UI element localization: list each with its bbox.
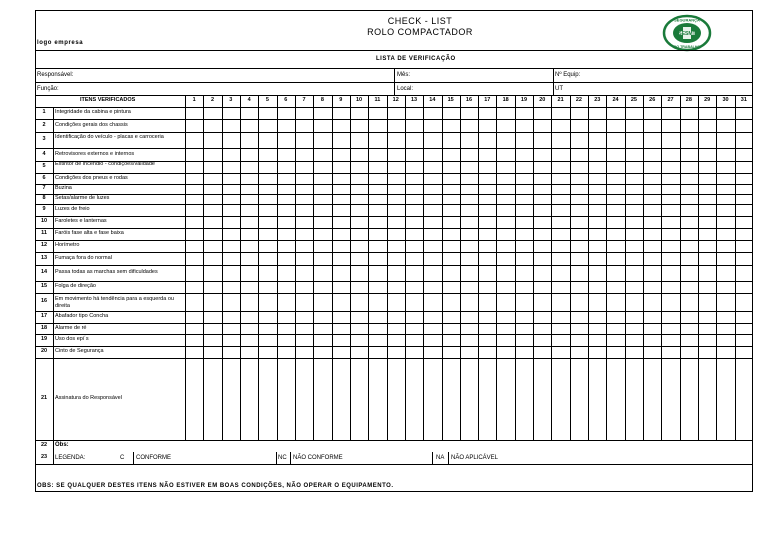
day-column-line [515, 95, 516, 440]
legend-nc-text: NÃO CONFORME [293, 455, 343, 461]
day-header: 9 [339, 97, 343, 103]
row-line [35, 204, 753, 205]
day-header: 23 [594, 97, 601, 103]
item-number-divider [53, 440, 54, 464]
header-divider [35, 50, 753, 51]
field-mes[interactable]: Mês: [397, 72, 411, 78]
day-column-line [698, 95, 699, 440]
checklist-item-label: Folga de direção [55, 283, 96, 289]
day-column-line [496, 95, 497, 440]
row-line [35, 184, 753, 185]
legend-c-code: C [120, 455, 125, 461]
checklist-item-label: Setas/alarme de luzes [55, 195, 110, 201]
day-column-line [716, 95, 717, 440]
row-line [35, 119, 753, 120]
day-header: 29 [704, 97, 711, 103]
document-subtitle: ROLO COMPACTADOR [367, 27, 473, 37]
row-line [35, 440, 753, 441]
checklist-item-label: Fumaça fora do normal [55, 254, 112, 261]
legend-line [290, 452, 291, 464]
day-header: 14 [429, 97, 436, 103]
day-header: 16 [465, 97, 473, 103]
row-line [35, 228, 753, 229]
row-line [35, 252, 753, 253]
row-line [35, 194, 753, 195]
legend-c-text: CONFORME [136, 455, 171, 461]
checklist-item-label: Faróis fase alta e fase baixa [55, 230, 124, 236]
day-header: 26 [649, 97, 656, 103]
item-number: 2 [42, 121, 46, 128]
legend-line [432, 452, 433, 464]
company-logo-placeholder: logo empresa [37, 40, 84, 46]
svg-text:DO TRABALHO: DO TRABALHO [673, 45, 701, 49]
day-column-line [240, 95, 241, 440]
day-column-line [368, 95, 369, 440]
day-header: 5 [265, 97, 269, 103]
day-header: 20 [539, 97, 546, 103]
day-header: 22 [575, 97, 582, 103]
checklist-item-label: Condições gerais dos chassis [55, 121, 128, 128]
row-line [35, 240, 753, 241]
checklist-item-label: Integridade da cabina e pintura [55, 109, 131, 115]
day-header: 12 [392, 97, 399, 103]
day-header: 24 [612, 97, 619, 103]
item-number: 19 [40, 336, 48, 342]
day-column-line [387, 95, 388, 440]
item-number: 7 [42, 185, 46, 191]
day-column-line [570, 95, 571, 440]
divider [553, 68, 554, 95]
day-column-line [203, 95, 204, 440]
row-line [35, 132, 753, 133]
day-header: 7 [302, 97, 306, 103]
checklist-item-label: Faroletes e lanternas [55, 218, 107, 224]
day-column-line [295, 95, 296, 440]
item-number: 21 [40, 395, 48, 401]
header-row-line [35, 107, 753, 108]
legend-row-line [35, 464, 753, 465]
checklist-item-label: Extintor de incêndio - condições/validade [55, 161, 155, 167]
divider [394, 68, 395, 95]
items-header: ITENS VERIFICADOS [80, 97, 136, 103]
document-title: CHECK - LIST [387, 16, 453, 26]
item-number: 11 [41, 230, 47, 236]
checklist-item-label: Alarme de ré [55, 324, 87, 331]
day-column-line [735, 95, 736, 440]
day-column-line [313, 95, 314, 440]
day-header: 25 [630, 97, 637, 103]
day-header: 6 [284, 97, 288, 103]
legend-row-number: 23 [40, 454, 48, 460]
legend-na-text: NÃO APLICÁVEL [451, 455, 499, 461]
row-line [35, 293, 753, 294]
row-line [35, 334, 753, 335]
item-number: 10 [40, 218, 48, 224]
field-local[interactable]: Local: [397, 86, 414, 92]
obs-row-number: 22 [40, 442, 48, 448]
day-header: 13 [410, 97, 418, 103]
row-line [35, 346, 753, 347]
section-title: LISTA DE VERIFICAÇÃO [376, 56, 456, 62]
item-number: 14 [40, 269, 48, 275]
row-line [35, 281, 753, 282]
row-line [35, 358, 753, 359]
item-number: 3 [42, 136, 46, 142]
day-header: 15 [447, 97, 454, 103]
item-number: 1 [42, 109, 46, 115]
day-header: 19 [520, 97, 528, 103]
item-number: 12 [40, 242, 48, 248]
item-number: 6 [42, 174, 46, 181]
day-header: 4 [247, 97, 251, 103]
day-header: 10 [355, 97, 363, 103]
item-number: 17 [40, 313, 48, 319]
field-funcao[interactable]: Função: [37, 86, 59, 92]
day-header: 1 [192, 97, 196, 103]
row-line [35, 323, 753, 324]
legend-label: LEGENDA: [55, 455, 86, 461]
day-header: 27 [667, 97, 674, 103]
item-number: 4 [42, 150, 46, 157]
checklist-item-label: Buzina [55, 185, 72, 191]
day-header: 28 [685, 97, 692, 103]
item-number: 15 [40, 283, 48, 289]
day-header: 30 [722, 97, 729, 103]
legend-line [133, 452, 134, 464]
checklist-item-label: Assinatura do Responsável [55, 395, 122, 401]
legend-nc-code: NC [278, 455, 287, 461]
day-column-line [588, 95, 589, 440]
day-header: 3 [229, 97, 233, 103]
checklist-item-label: Em movimento há tendência para a esquerda ou direita [55, 296, 174, 309]
day-column-line [277, 95, 278, 440]
checklist-item-label: Horímetro [55, 242, 80, 248]
day-header: 18 [502, 97, 509, 103]
checklist-item-label: Uso dos epi´s [55, 336, 89, 342]
legend-line [448, 452, 449, 464]
item-number: 13 [40, 254, 48, 261]
field-ut[interactable]: UT [555, 86, 563, 92]
day-header: 2 [210, 97, 214, 103]
safety-note: OBS: SE QUALQUER DESTES ITENS NÃO ESTIVER EM BOAS CONDIÇÕES, NÃO OPERAR O EQUIPAMENTO. [37, 483, 394, 489]
day-column-line [478, 95, 479, 440]
checklist-item-label: Cinto de Segurança [55, 348, 104, 354]
day-header: 21 [557, 97, 564, 103]
day-column-line [258, 95, 259, 440]
day-column-line [533, 95, 534, 440]
row-line [35, 148, 753, 149]
day-column-line [222, 95, 223, 440]
row-line [35, 173, 753, 174]
item-number: 9 [42, 206, 46, 212]
day-header: 8 [320, 97, 324, 103]
item-number: 5 [42, 163, 46, 169]
day-column-line [551, 95, 552, 440]
item-number-divider [53, 107, 54, 464]
item-number: 18 [40, 324, 48, 331]
row-line [35, 311, 753, 312]
day-column-line [625, 95, 626, 440]
safety-seal-logo [662, 14, 712, 52]
day-column-line [643, 95, 644, 440]
svg-text:SESMT: SESMT [678, 31, 696, 37]
checklist-item-label: Luzes de freio [55, 206, 90, 212]
day-header: 17 [484, 97, 491, 103]
obs-label: Obs: [55, 442, 69, 448]
day-column-line [606, 95, 607, 440]
day-header: 31 [740, 97, 747, 103]
divider [35, 95, 753, 96]
row-line [35, 216, 753, 217]
checklist-item-label: Passa todas as marchas sem dificuldades [55, 269, 158, 275]
item-number: 20 [40, 348, 48, 354]
day-column-line [423, 95, 424, 440]
day-header: 11 [374, 97, 381, 103]
field-equip[interactable]: Nº Equip: [555, 72, 581, 78]
day-column-line [680, 95, 681, 440]
checklist-item-label: Identificação do veículo - placas e carroceria [55, 134, 164, 140]
checklist-item-label: Condições dos pneus e rodas [55, 174, 128, 181]
day-column-line [405, 95, 406, 440]
day-column-line [332, 95, 333, 440]
field-responsavel[interactable]: Responsável: [37, 72, 74, 78]
day-column-line [661, 95, 662, 440]
day-column-line [442, 95, 443, 440]
items-column-divider [185, 95, 186, 440]
svg-text:SEGURANÇA: SEGURANÇA [674, 17, 700, 23]
row-line [35, 265, 753, 266]
checklist-item-label: Abafador tipo Concha [55, 313, 109, 319]
checklist-item-label: Retrovisores externos e internos [55, 150, 135, 157]
item-number: 8 [42, 195, 46, 201]
legend-line [276, 452, 277, 464]
day-column-line [350, 95, 351, 440]
day-column-line [460, 95, 461, 440]
legend-na-code: NA [436, 455, 445, 461]
item-number: 16 [40, 298, 48, 304]
